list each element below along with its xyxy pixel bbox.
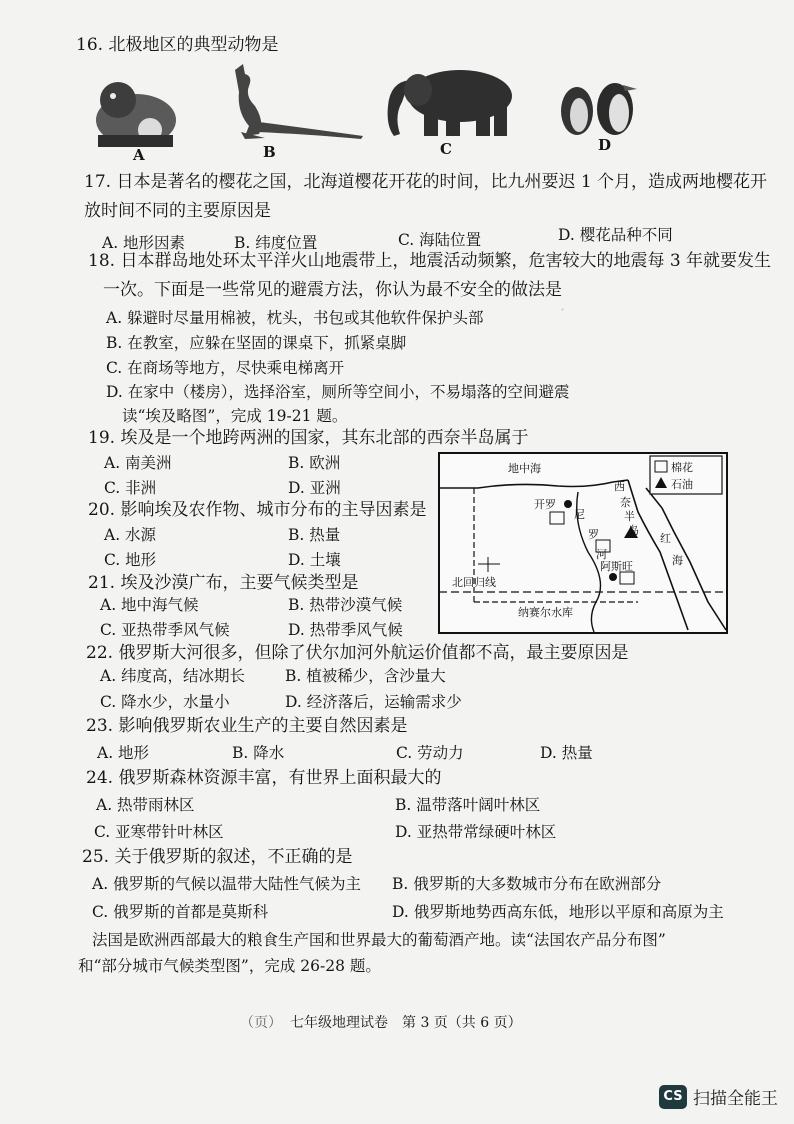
q18-stem-continued: 一次。下面是一些常见的避震方法，你认为最不安全的做法是 <box>103 280 562 300</box>
legend-cotton: 棉花 <box>671 461 693 474</box>
q20-option-c: C. 地形 <box>104 551 157 569</box>
label-cairo: 开罗 <box>534 498 556 511</box>
label-sinai-1: 西 <box>614 480 625 493</box>
q21-option-a: A. 地中海气候 <box>100 596 199 614</box>
option-label-b: B <box>263 143 276 161</box>
q19-option-a: A. 南美洲 <box>104 454 172 472</box>
q22-option-c: C. 降水少，水量小 <box>100 693 230 711</box>
q22-option-b: B. 植被稀少，含沙量大 <box>285 667 446 685</box>
footer-exam-name: 七年级地理试卷 <box>290 1015 388 1031</box>
q17-option-d: D. 樱花品种不同 <box>558 226 673 244</box>
q23-option-d: D. 热量 <box>540 744 593 762</box>
egypt-sketch-map <box>438 452 728 634</box>
label-aswan: 阿斯旺 <box>600 560 633 573</box>
q23-option-c: C. 劳动力 <box>396 744 464 762</box>
q24-option-c: C. 亚寒带针叶林区 <box>94 823 224 841</box>
q19-stem: 19. 埃及是一个地跨两洲的国家，其东北部的西奈半岛属于 <box>88 428 529 448</box>
q17-option-c: C. 海陆位置 <box>398 231 482 249</box>
option-label-d: D <box>598 136 612 154</box>
q18-stem: 18. 日本群岛地处环太平洋火山地震带上，地震活动频繁，危害较大的地震每 3 年就要发生 <box>88 251 772 271</box>
label-nile-2: 罗 <box>588 528 599 541</box>
q24-option-b: B. 温带落叶阔叶林区 <box>395 796 541 814</box>
penguin-image <box>555 75 645 137</box>
q25-option-d: D. 俄罗斯地势西高东低，地形以平原和高原为主 <box>392 903 724 921</box>
footer-prefix: （页） <box>240 1015 282 1031</box>
q21-option-d: D. 热带季风气候 <box>288 621 403 639</box>
q22-option-d: D. 经济落后，运输需求少 <box>285 693 462 711</box>
q18-option-c: C. 在商场等地方，尽快乘电梯离开 <box>106 359 345 377</box>
q22-option-a: A. 纬度高，结冰期长 <box>100 667 246 685</box>
label-sinai-2: 奈 <box>620 496 631 509</box>
elephant-image <box>380 66 520 138</box>
q17-option-b: B. 纬度位置 <box>234 234 318 252</box>
label-nile-1: 尼 <box>574 508 585 521</box>
label-tropic: 北回归线 <box>452 576 496 589</box>
q21-option-b: B. 热带沙漠气候 <box>288 596 403 614</box>
q25-stem: 25. 关于俄罗斯的叙述，不正确的是 <box>82 847 353 867</box>
option-label-a: A <box>133 146 145 164</box>
q16-stem: 16. 北极地区的典型动物是 <box>76 35 279 55</box>
q23-option-a: A. 地形 <box>97 744 150 762</box>
label-mediterranean: 地中海 <box>508 462 541 475</box>
q25-option-a: A. 俄罗斯的气候以温带大陆性气候为主 <box>92 875 362 893</box>
q18-option-b: B. 在教室，应躲在坚固的课桌下，抓紧桌脚 <box>106 334 407 352</box>
brand-name: 扫描全能王 <box>693 1089 778 1109</box>
q25-option-b: B. 俄罗斯的大多数城市分布在欧洲部分 <box>392 875 662 893</box>
q25-option-c: C. 俄罗斯的首都是莫斯科 <box>92 903 269 921</box>
q21-stem: 21. 埃及沙漠广布，主要气候类型是 <box>88 573 359 593</box>
q21-option-c: C. 亚热带季风气候 <box>100 621 230 639</box>
q19-option-b: B. 欧洲 <box>288 454 341 472</box>
q20-option-b: B. 热量 <box>288 526 341 544</box>
scanner-watermark <box>659 1084 778 1109</box>
q19-option-c: C. 非洲 <box>104 479 157 497</box>
q24-stem: 24. 俄罗斯森林资源丰富，有世界上面积最大的 <box>86 768 442 788</box>
q24-option-d: D. 亚热带常绿硬叶林区 <box>395 823 557 841</box>
label-nile-3: 河 <box>596 548 607 561</box>
label-sinai-3: 半 <box>624 510 635 523</box>
intro-26-28: 法国是欧洲西部最大的粮食生产国和世界最大的葡萄酒产地。读“法国农产品分布图” <box>92 931 666 949</box>
q24-option-a: A. 热带雨林区 <box>96 796 195 814</box>
q18-option-a: A. 躲避时尽量用棉被，枕头，书包或其他软件保护头部 <box>106 309 484 327</box>
q20-stem: 20. 影响埃及农作物、城市分布的主导因素是 <box>88 500 427 520</box>
q17-stem: 17. 日本是著名的樱花之国，北海道樱花开花的时间，比九州要迟 1 个月，造成两地樱花开 <box>84 172 768 192</box>
label-redsea-1: 红 <box>660 532 671 545</box>
footer-page-number: 第 3 页（共 6 页） <box>402 1015 522 1031</box>
q23-option-b: B. 降水 <box>232 744 285 762</box>
label-redsea-2: 海 <box>672 554 683 567</box>
q19-option-d: D. 亚洲 <box>288 479 341 497</box>
option-label-c: C <box>440 140 452 158</box>
q22-stem: 22. 俄罗斯大河很多，但除了伏尔加河外航运价值都不高，最主要原因是 <box>86 643 629 663</box>
kangaroo-image <box>215 62 365 142</box>
brand-logo: CS <box>659 1085 687 1109</box>
q20-option-d: D. 土壤 <box>288 551 341 569</box>
polar-bear-image <box>88 70 183 150</box>
q20-option-a: A. 水源 <box>104 526 157 544</box>
label-sinai-4: 岛 <box>628 524 639 537</box>
q18-option-d: D. 在家中（楼房），选择浴室，厕所等空间小，不易塌落的空间避震 <box>106 383 570 401</box>
bleed-through: · <box>560 300 566 319</box>
label-lake-nasser: 纳赛尔水库 <box>518 606 573 619</box>
intro-26-28-continued: 和“部分城市气候类型图”，完成 26-28 题。 <box>78 957 381 975</box>
intro-19-21: 读“埃及略图”，完成 19-21 题。 <box>122 407 348 425</box>
q23-stem: 23. 影响俄罗斯农业生产的主要自然因素是 <box>86 716 408 736</box>
q17-option-a: A. 地形因素 <box>102 234 186 252</box>
q17-stem-continued: 放时间不同的主要原因是 <box>84 201 271 221</box>
legend-oil: 石油 <box>671 478 693 491</box>
